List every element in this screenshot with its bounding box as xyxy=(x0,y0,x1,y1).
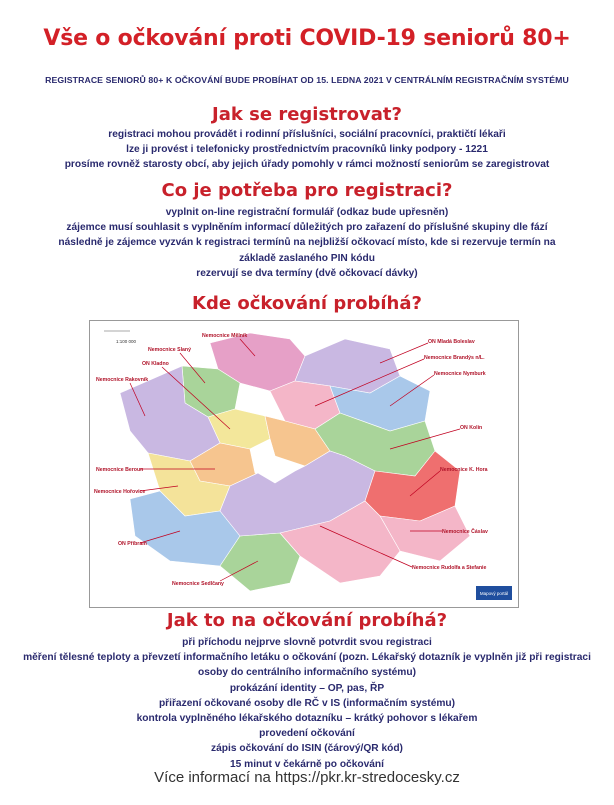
label-nemocnice-k-hora: Nemocnice K. Hora xyxy=(440,467,488,473)
label-nemocnice-rudolfa-stefanie: Nemocnice Rudolfa a Stefanie xyxy=(412,565,487,571)
requirements-heading: Co je potřeba pro registraci? xyxy=(161,180,453,201)
map-scale: 1:100 000 xyxy=(116,339,137,344)
more-info-link[interactable]: Více informací na https://pkr.kr-stredocesky.cz xyxy=(154,769,460,786)
label-nemocnice-nymburk: Nemocnice Nymburk xyxy=(434,371,486,377)
label-nemocnice-brandys: Nemocnice Brandýs n/L. xyxy=(424,355,485,361)
registration-heading: Jak se registrovat? xyxy=(212,104,402,125)
process-line: 15 minut v čekárně po očkování xyxy=(229,758,384,770)
label-nemocnice-melnik: Nemocnice Mělník xyxy=(202,333,248,339)
registration-notice: REGISTRACE SENIORŮ 80+ K OČKOVÁNÍ BUDE PROBÍHAT OD 15. LEDNA 2021 V CENTRÁLNÍM REGISTRAČNÍM SYSTÉMU xyxy=(45,75,569,85)
requirements-line: zájemce musí souhlasit s vyplněním informací důležitých pro zařazení do příslušné skupiny dle fází xyxy=(66,222,548,234)
label-on-mlada-boleslav: ON Mladá Boleslav xyxy=(428,339,475,345)
process-line: přiřazení očkované osoby dle RČ v IS (informačním systému) xyxy=(158,697,456,709)
requirements-line: následně je zájemce vyzván k registraci termínů na nejbližší očkovací místo, kde si rezervuje termín na základě zaslaného PIN kódu xyxy=(58,237,556,264)
label-nemocnice-caslav: Nemocnice Čáslav xyxy=(442,529,488,535)
label-nemocnice-rakovnik: Nemocnice Rakovník xyxy=(96,377,149,383)
label-nemocnice-sedlcany: Nemocnice Sedlčany xyxy=(172,581,224,587)
label-nemocnice-beroun: Nemocnice Beroun xyxy=(96,467,144,473)
registration-line: registraci mohou provádět i rodinní příslušníci, sociální pracovníci, praktičtí lékaři xyxy=(108,129,506,140)
process-line: kontrola vyplněného lékařského dotazníku – krátký pohovor s lékařem xyxy=(136,713,478,725)
process-heading: Jak to na očkování probíhá? xyxy=(166,610,448,631)
registration-line: lze ji provést i telefonicky prostřednictvím pracovníků linky podpory - 1221 xyxy=(126,144,488,156)
process-lines xyxy=(0,635,614,772)
process-line: prokázání identity – OP, pas, ŘP xyxy=(229,682,385,694)
label-on-kladno: ON Kladno xyxy=(142,361,169,367)
map-portal-badge xyxy=(476,586,512,600)
registration-lines xyxy=(0,127,614,173)
region-map-svg xyxy=(90,321,518,607)
process-line: provedení očkování xyxy=(259,728,355,740)
map-portal-label: Mapový portál xyxy=(479,591,509,596)
process-line: zápis očkování do ISIN (čárový/QR kód) xyxy=(211,743,403,755)
process-line: měření tělesné teploty a převzetí informačního letáku o očkování (pozn. Lékařský dotazník je vyplněn již při registraci osoby do centrálního informačního systému) xyxy=(23,652,591,679)
vaccination-map xyxy=(89,320,519,608)
process-line: při příchodu nejprve slovně potvrdit svou registraci xyxy=(182,637,432,648)
label-nemocnice-horovice: Nemocnice Hořovice xyxy=(94,489,146,495)
requirements-lines xyxy=(0,205,614,281)
label-on-kolin: ON Kolín xyxy=(460,425,483,431)
requirements-line: rezervují se dva termíny (dvě očkovací dávky) xyxy=(196,267,418,279)
page-title: Vše o očkování proti COVID-19 seniorů 80+ xyxy=(43,26,571,51)
label-on-pribram: ON Příbram xyxy=(118,541,147,547)
requirements-line: vyplnit on-line registrační formulář (odkaz bude upřesněn) xyxy=(165,207,449,218)
registration-line: prosíme rovněž starosty obcí, aby jejich úřady pomohly v rámci možností seniorům se zaregistrovat xyxy=(64,159,550,171)
label-nemocnice-slany: Nemocnice Slaný xyxy=(148,347,191,353)
map-heading: Kde očkování probíhá? xyxy=(192,293,422,314)
